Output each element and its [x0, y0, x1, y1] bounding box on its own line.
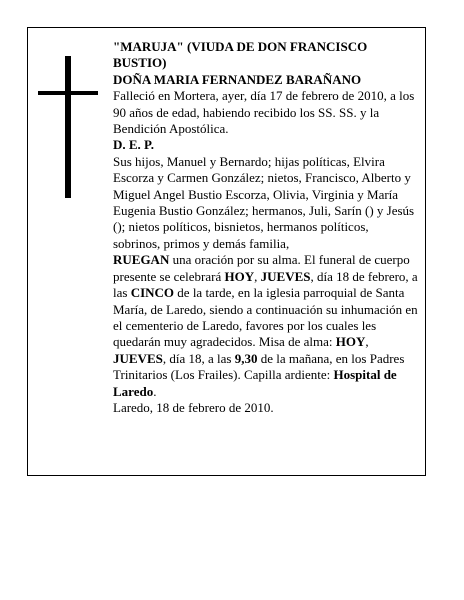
jueves-word: JUEVES — [260, 268, 311, 284]
cinco-word: CINCO — [130, 285, 175, 301]
signoff: Laredo, 18 de febrero de 2010. — [113, 399, 274, 415]
death-statement: Falleció en Mortera, ayer, día 17 de febrero de 2010, a los 90 años de edad, habiendo recibido los SS. SS. y la Bendición Apostólica. — [113, 88, 415, 137]
jueves-word-2: JUEVES — [113, 350, 163, 366]
hoy-word: HOY — [224, 268, 255, 284]
cross-icon — [38, 56, 98, 198]
funeral-details: RUEGAN una oración por su alma. El funeral de cuerpo presente se celebrará HOY, JUEVES, día 18 de febrero, a las CINCO de la tarde, en la iglesia parroquial de Santa María, de Laredo, siendo a continuación su inhumación en el cementerio de Laredo, favores por los cuales les quedarán muy agradecidos. Misa de alma: HOY, JUEVES, día 18, a las 9,30 de la mañana, en los Padres Trinitarios (Los Frailes). Capilla ardiente: Hospital de Laredo. — [113, 252, 418, 399]
obituary-notice — [27, 27, 426, 476]
notice-text — [113, 39, 418, 416]
mass-time: 9,30 — [234, 350, 258, 366]
dep-line: D. E. P. — [113, 137, 155, 153]
cross-horizontal-bar — [38, 91, 98, 95]
heading-nickname: "MARUJA" (VIUDA DE DON FRANCISCO BUSTIO) — [113, 39, 368, 71]
heading-name: DOÑA MARIA FERNANDEZ BARAÑANO — [113, 71, 362, 87]
chapel-location: Hospital de Laredo — [113, 367, 397, 399]
cross-vertical-bar — [65, 56, 71, 198]
ruegan-word: RUEGAN — [113, 252, 170, 268]
hoy-word-2: HOY — [335, 334, 366, 350]
family-list: Sus hijos, Manuel y Bernardo; hijas políticas, Elvira Escorza y Carmen González; nietos, Francisco, Alberto y Miguel Angel Bustio Escorza, Olivia, Virginia y María Eugenia Bustio González; hermanos, Juli, Sarín () y Jesús (); nietos políticos, bisnietos, hermanos políticos, sobrinos, primos y demás familia, — [113, 153, 415, 251]
